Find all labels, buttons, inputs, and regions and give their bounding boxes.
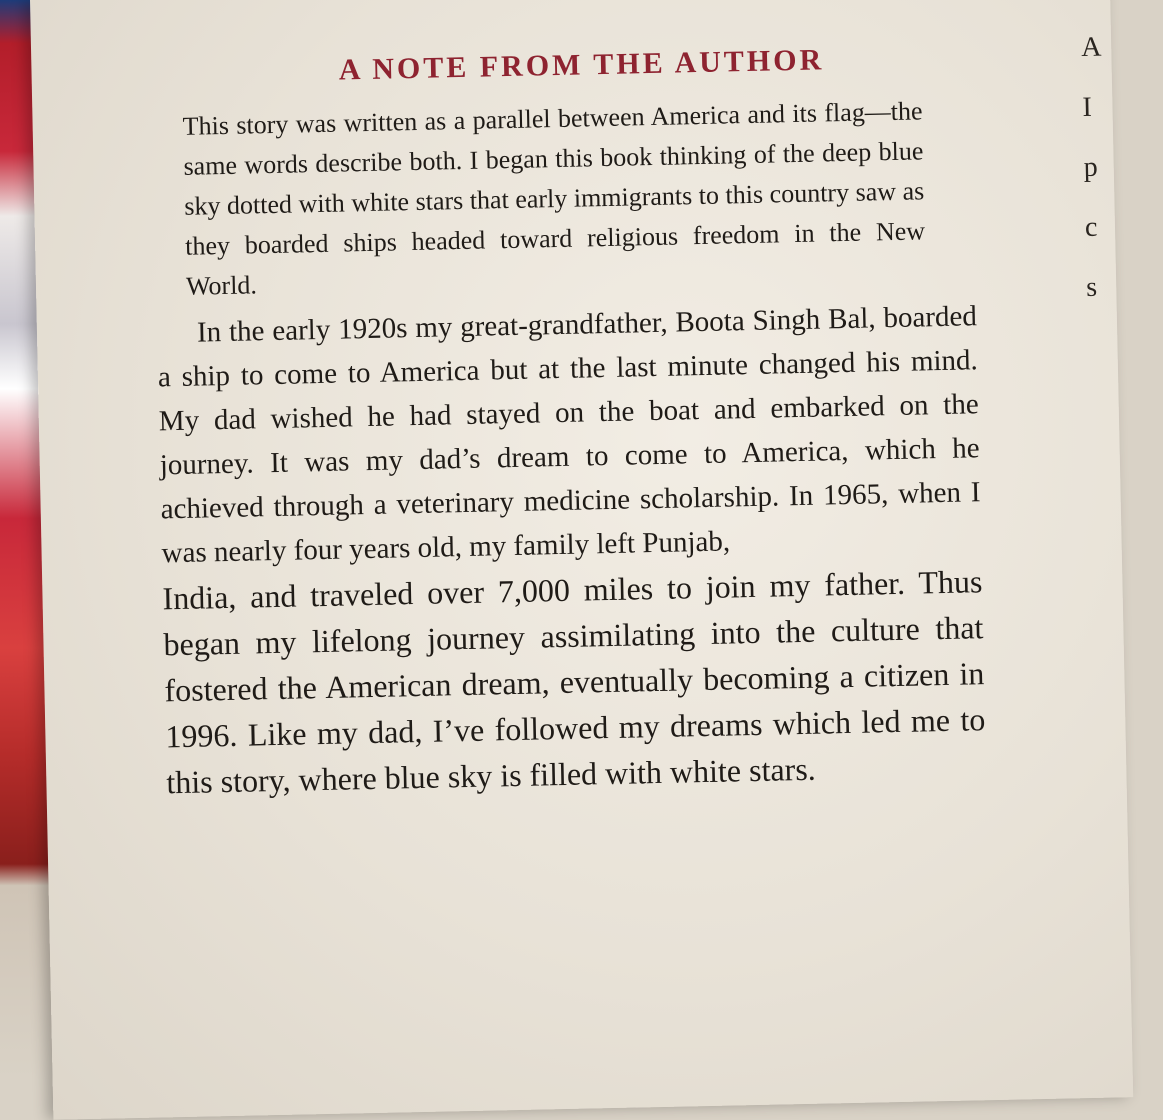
paragraph-1: This story was written as a parallel between America and its flag—the same words describe both. I began this book thinking of the deep blue sky dotted with white stars that early immigrants to this country saw as they boarded ships headed toward religious freedom in the New World. <box>182 96 926 301</box>
page-content <box>151 40 986 805</box>
fragment-line: p <box>1083 151 1099 183</box>
paragraph-2-part-2: India, and traveled over 7,000 miles to join my father. Thus began my lifelong journey assimilating into the culture that fostered the American dream, eventually becoming a citizen in 1996. Like my dad, I’ve followed my dreams which led me to this story, where blue sky is filled with white stars. <box>162 563 986 801</box>
book-page <box>30 0 1133 1120</box>
fragment-line: c <box>1084 211 1098 243</box>
paragraph-2-part-1: In the early 1920s my great-grandfather, Boota Singh Bal, boarded a ship to come to America but at the last minute changed his mind. My dad wished he had stayed on the boat and embarked on the journey. It was my dad’s dream to come to America, which he achieved through a veterinary medicine scholarship. In 1965, when I was nearly four years old, my family left Punjab, <box>157 300 981 570</box>
fragment-line: I <box>1082 91 1093 123</box>
facing-page-fragment <box>1081 17 1147 318</box>
fragment-line: A <box>1080 31 1102 63</box>
page-heading: A NOTE FROM THE AUTHOR <box>338 43 825 87</box>
fragment-line: s <box>1085 271 1098 303</box>
